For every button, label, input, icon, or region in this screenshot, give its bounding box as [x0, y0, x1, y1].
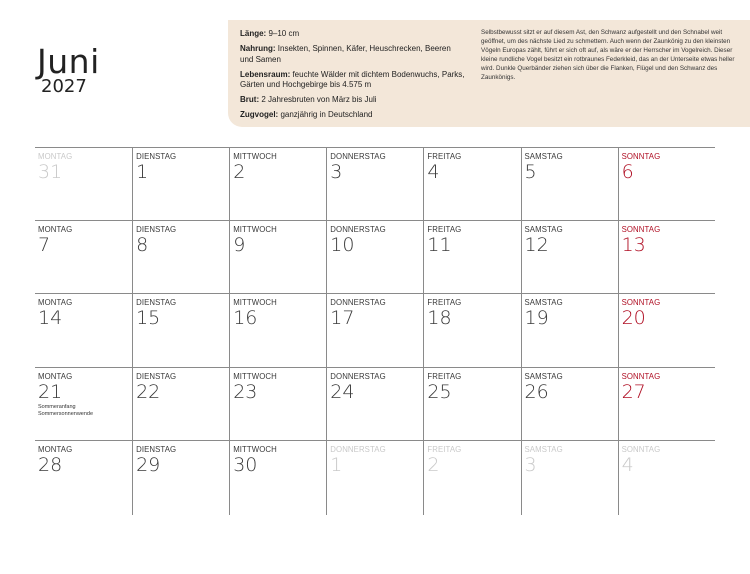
- day-note-line: Sommeranfang: [38, 403, 76, 410]
- weekday-label: SAMSTAG: [524, 224, 563, 234]
- calendar-day-cell[interactable]: [521, 441, 618, 515]
- fact-breeding: [240, 95, 465, 106]
- day-number: 22: [136, 380, 161, 403]
- calendar-day-cell[interactable]: [618, 441, 715, 515]
- weekday-label: DONNERSTAG: [330, 152, 386, 161]
- calendar-day-cell[interactable]: [132, 368, 229, 441]
- day-number: 20: [621, 307, 646, 330]
- weekday-label: FREITAG: [427, 152, 462, 161]
- weekday-label: DIENSTAG: [136, 445, 177, 455]
- fact-migration: [240, 110, 465, 121]
- day-number: 19: [524, 307, 549, 330]
- day-number: 6: [621, 161, 634, 183]
- day-number: 12: [524, 233, 549, 256]
- weekday-label: MITTWOCH: [233, 445, 277, 455]
- calendar-day-cell[interactable]: [35, 441, 132, 515]
- calendar-day-cell[interactable]: [521, 294, 618, 367]
- calendar-day-cell[interactable]: [35, 221, 132, 294]
- weekday-label: FREITAG: [427, 298, 462, 308]
- calendar-day-cell[interactable]: [35, 148, 132, 220]
- weekday-label: SONNTAG: [621, 152, 661, 161]
- weekday-label: SONNTAG: [621, 224, 661, 234]
- weekday-label: SAMSTAG: [524, 445, 563, 455]
- weekday-label: DIENSTAG: [136, 224, 177, 234]
- day-number: 17: [330, 307, 355, 330]
- weekday-label: MITTWOCH: [233, 224, 277, 234]
- day-number: 7: [38, 233, 51, 256]
- weekday-label: DONNERSTAG: [330, 371, 386, 381]
- weekday-label: SONNTAG: [621, 371, 661, 381]
- species-facts: [240, 29, 465, 125]
- day-number: 1: [330, 454, 343, 477]
- day-number: 2: [233, 161, 246, 183]
- day-number: 13: [621, 233, 646, 256]
- weekday-label: MONTAG: [38, 224, 73, 234]
- weekday-label: DONNERSTAG: [330, 224, 386, 234]
- calendar-day-cell[interactable]: [132, 148, 229, 220]
- day-number: 24: [330, 380, 355, 403]
- month-title: Juni: [37, 42, 100, 81]
- calendar-day-cell[interactable]: [326, 148, 423, 220]
- calendar-day-cell[interactable]: [229, 221, 326, 294]
- weekday-label: SAMSTAG: [524, 152, 563, 161]
- weekday-label: DIENSTAG: [136, 298, 177, 308]
- day-number: 9: [233, 233, 246, 256]
- fact-label: Zugvogel:: [240, 110, 279, 120]
- weekday-label: SONNTAG: [621, 445, 661, 455]
- fact-habitat: [240, 70, 465, 91]
- weekday-label: MONTAG: [38, 152, 73, 161]
- weekday-label: DONNERSTAG: [330, 445, 386, 455]
- calendar-day-cell[interactable]: [521, 148, 618, 220]
- year-title: 2027: [41, 76, 87, 97]
- calendar-day-cell[interactable]: [618, 368, 715, 441]
- calendar-day-cell[interactable]: [423, 148, 520, 220]
- weekday-label: DIENSTAG: [136, 371, 177, 381]
- weekday-label: MITTWOCH: [233, 371, 277, 381]
- day-number: 26: [524, 380, 549, 403]
- fact-label: Nahrung:: [240, 43, 276, 53]
- weekday-label: DONNERSTAG: [330, 298, 386, 308]
- calendar-day-cell[interactable]: [423, 441, 520, 515]
- calendar-day-cell[interactable]: [618, 148, 715, 220]
- day-number: 2: [427, 454, 440, 477]
- calendar-day-cell[interactable]: [229, 368, 326, 441]
- day-number: 15: [136, 307, 161, 330]
- calendar-week-row: [35, 441, 715, 515]
- day-number: 27: [621, 380, 646, 403]
- day-number: 4: [621, 454, 634, 477]
- fact-value: Insekten, Spinnen, Käfer, Heuschrecken, Beeren und Samen: [240, 43, 451, 64]
- weekday-label: MONTAG: [38, 298, 73, 308]
- calendar-day-cell[interactable]: [132, 294, 229, 367]
- calendar-day-cell[interactable]: [326, 368, 423, 441]
- day-number: 8: [136, 233, 149, 256]
- calendar-day-cell[interactable]: [326, 441, 423, 515]
- weekday-label: MONTAG: [38, 371, 73, 381]
- fact-value: feuchte Wälder mit dichtem Bodenwuchs, Parks, Gärten und Hochgebirge bis 4.575 m: [240, 69, 465, 90]
- calendar-day-cell[interactable]: [229, 441, 326, 515]
- day-number: 3: [330, 161, 343, 183]
- calendar-day-cell[interactable]: [35, 368, 132, 441]
- weekday-label: MONTAG: [38, 445, 73, 455]
- calendar-week-row: [35, 294, 715, 368]
- calendar-day-cell[interactable]: [326, 294, 423, 367]
- day-number: 18: [427, 307, 452, 330]
- fact-label: Länge:: [240, 29, 267, 38]
- calendar-day-cell[interactable]: [423, 221, 520, 294]
- day-number: 21: [38, 380, 63, 403]
- calendar-day-cell[interactable]: [618, 221, 715, 294]
- day-number: 30: [233, 454, 258, 477]
- day-number: 25: [427, 380, 452, 403]
- fact-value: 2 Jahresbruten von März bis Juli: [259, 95, 377, 105]
- day-number: 4: [427, 161, 440, 183]
- day-note: [38, 404, 93, 418]
- day-number: 5: [524, 161, 537, 183]
- fact-food: [240, 44, 465, 65]
- fact-label: Brut:: [240, 95, 260, 105]
- day-number: 11: [427, 233, 452, 256]
- day-number: 10: [330, 233, 355, 256]
- day-number: 1: [136, 161, 149, 183]
- weekday-label: FREITAG: [427, 371, 462, 381]
- calendar-grid: [35, 147, 715, 515]
- day-number: 16: [233, 307, 258, 330]
- fact-value: ganzjährig in Deutschland: [278, 110, 373, 120]
- calendar-week-row: [35, 368, 715, 442]
- calendar-day-cell[interactable]: [521, 221, 618, 294]
- calendar-day-cell[interactable]: [423, 368, 520, 441]
- fact-value: 9–10 cm: [266, 29, 300, 38]
- calendar-day-cell[interactable]: [229, 294, 326, 367]
- weekday-label: SAMSTAG: [524, 298, 563, 308]
- calendar-day-cell[interactable]: [132, 441, 229, 515]
- weekday-label: MITTWOCH: [233, 298, 277, 308]
- weekday-label: SONNTAG: [621, 298, 661, 308]
- day-note-line: Sommersonnenwende: [38, 410, 94, 417]
- calendar-day-cell[interactable]: [423, 294, 520, 367]
- day-number: 14: [38, 307, 63, 330]
- day-number: 31: [38, 161, 63, 183]
- day-number: 23: [233, 380, 258, 403]
- calendar-day-cell[interactable]: [618, 294, 715, 367]
- calendar-day-cell[interactable]: [229, 148, 326, 220]
- fact-length: [240, 29, 465, 40]
- day-number: 28: [38, 454, 63, 477]
- calendar-day-cell[interactable]: [521, 368, 618, 441]
- weekday-label: FREITAG: [427, 224, 462, 234]
- species-info-box: [228, 20, 750, 127]
- calendar-week-row: [35, 147, 715, 221]
- calendar-week-row: [35, 221, 715, 295]
- weekday-label: SAMSTAG: [524, 371, 563, 381]
- species-description: Selbstbewusst sitzt er auf diesem Ast, den Schwanz aufgestellt und den Schnabel weit geöffnet, um des nächste Lied zu schmettern. Auch wenn der Zaunkönig zu den kleinsten Vögeln Europas zählt, führt er sich oft auf, als wäre er der Herrscher im Vogelreich. Dieser kleine rundliche Vogel besitzt ein rotbraunes Federkleid, das an der Unterseite etwas heller wird. Dunkle Querbänder ziehen sich über die Flanken, Flügel und den Schwanz des Zaunkönigs.: [481, 29, 735, 81]
- calendar-day-cell[interactable]: [326, 221, 423, 294]
- day-number: 29: [136, 454, 161, 477]
- calendar-day-cell[interactable]: [35, 294, 132, 367]
- weekday-label: MITTWOCH: [233, 152, 277, 161]
- weekday-label: FREITAG: [427, 445, 462, 455]
- day-number: 3: [524, 454, 537, 477]
- weekday-label: DIENSTAG: [136, 152, 177, 161]
- fact-label: Lebensraum:: [240, 69, 291, 79]
- calendar-day-cell[interactable]: [132, 221, 229, 294]
